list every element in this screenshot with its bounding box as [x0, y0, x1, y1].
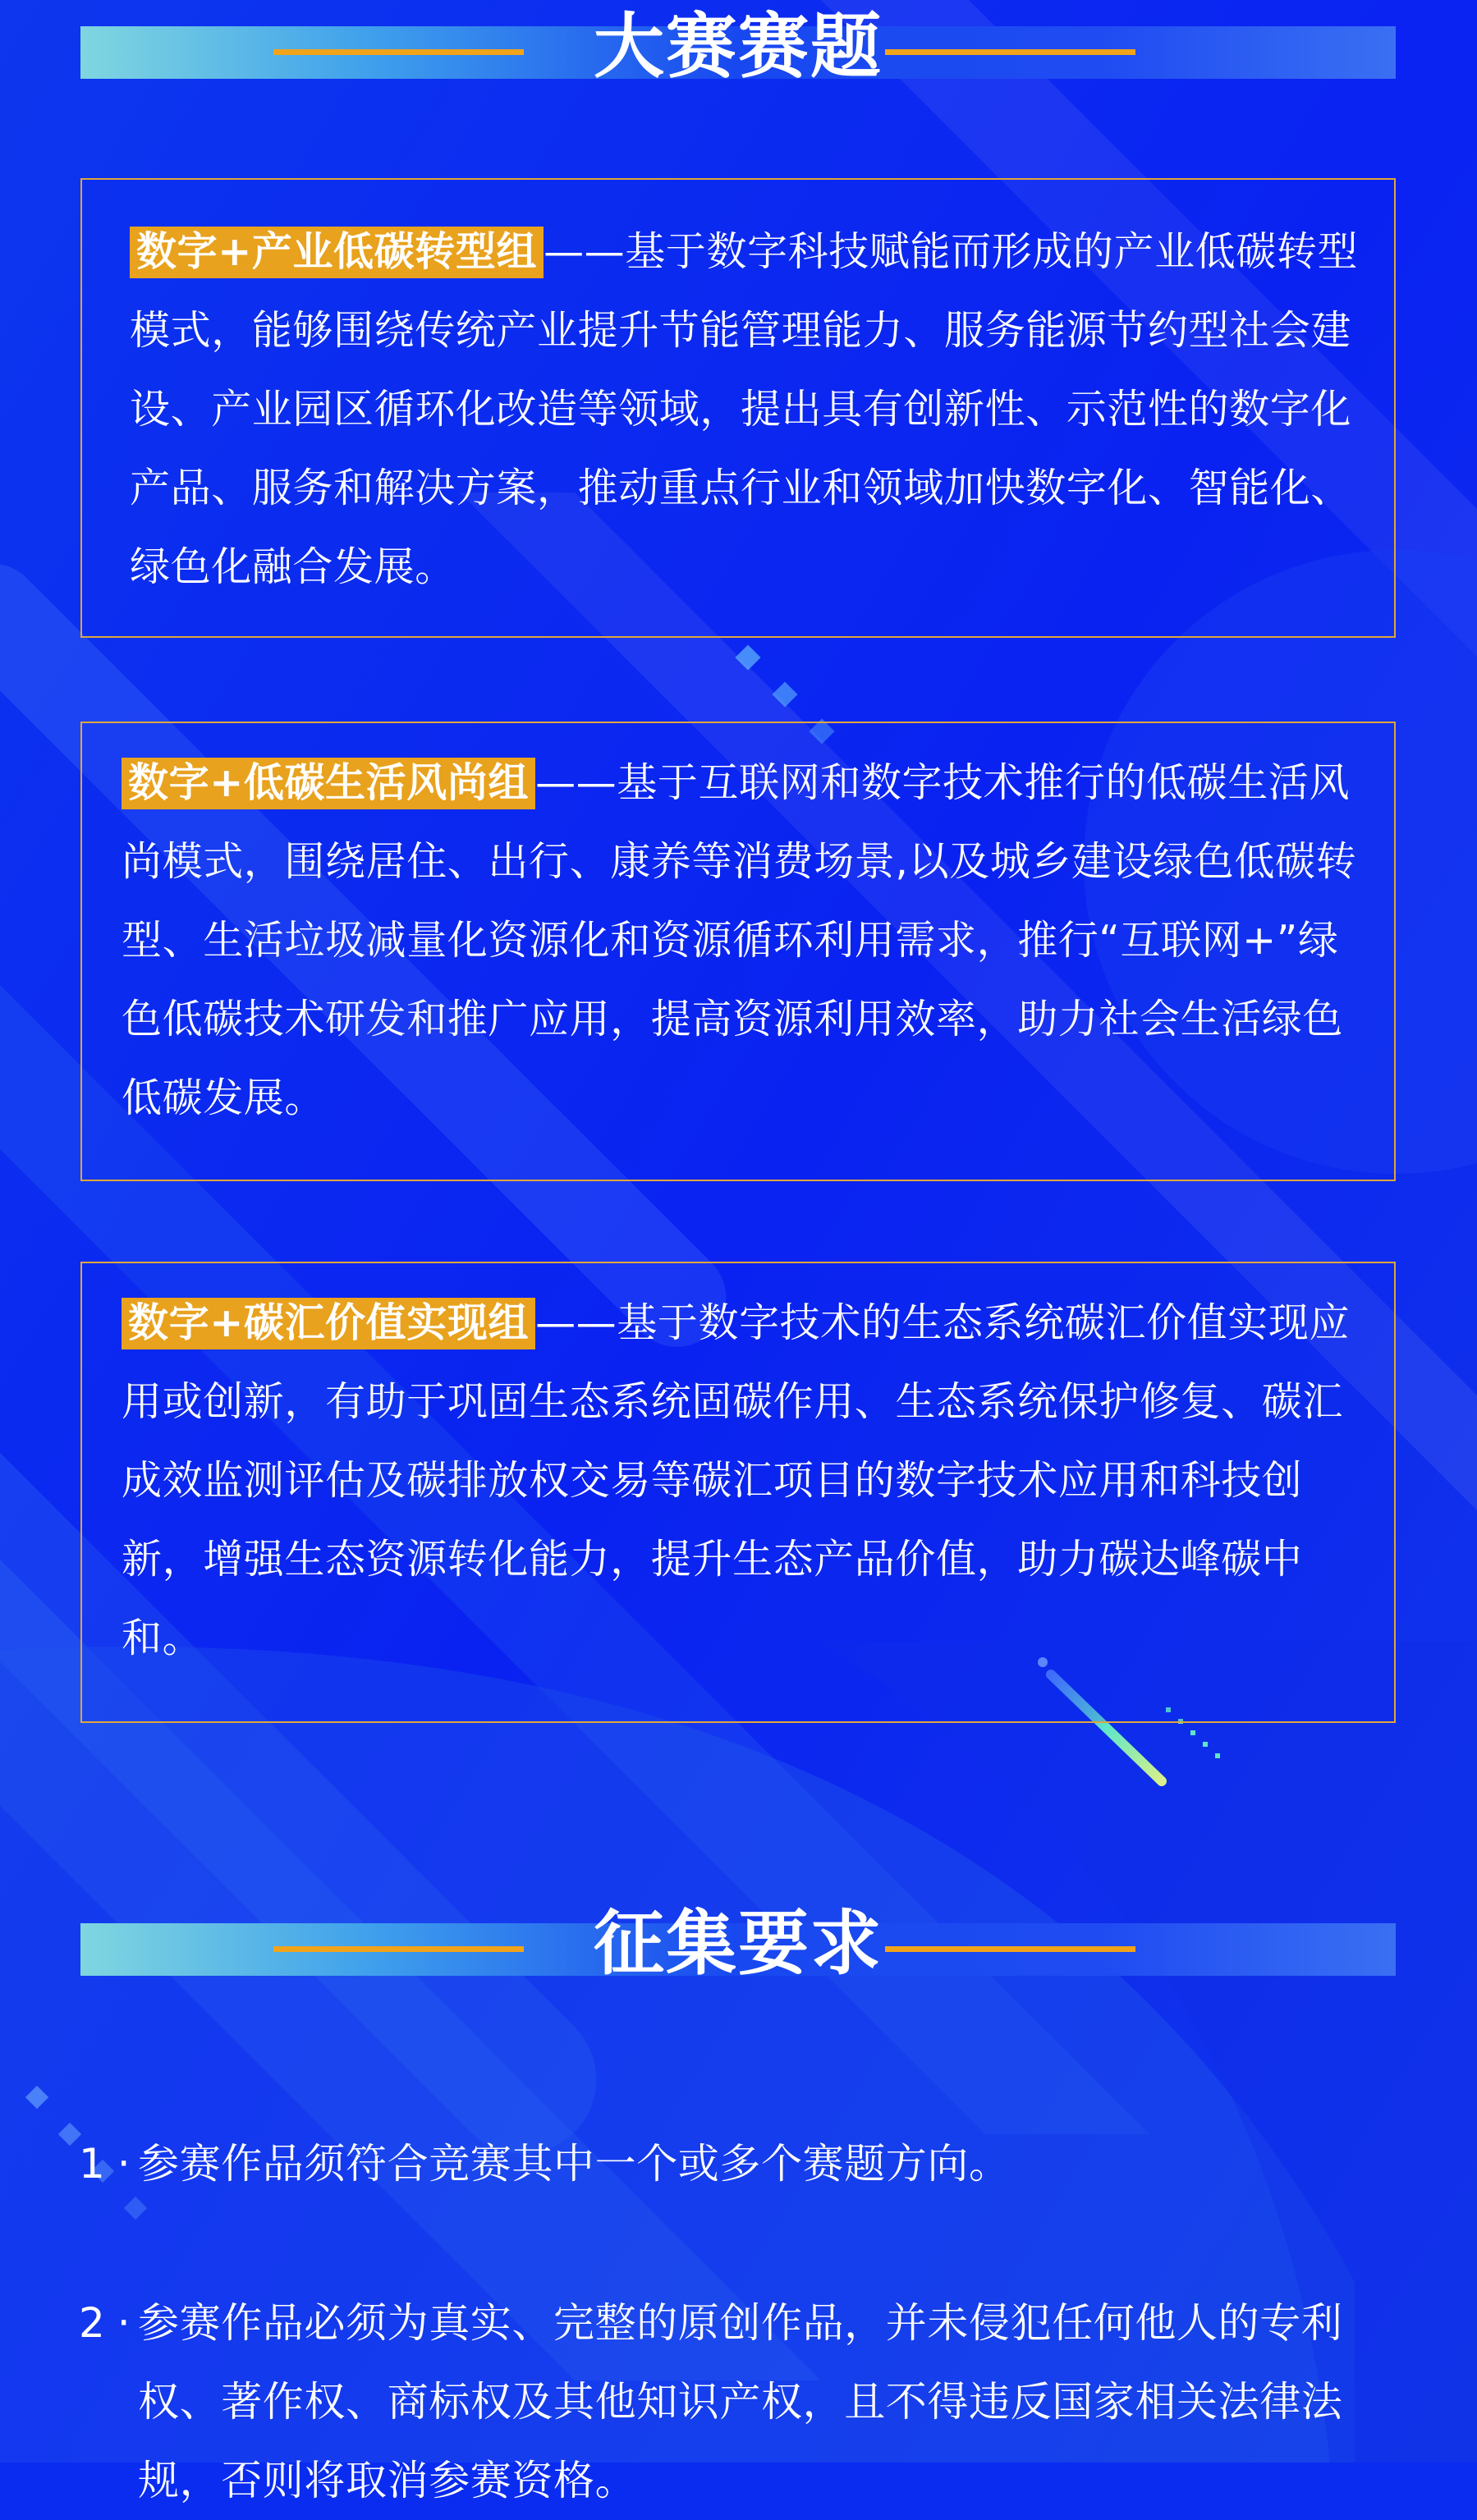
requirement-number: 2: [79, 2299, 106, 2347]
section-title-requirements: [80, 1903, 1396, 1985]
topic-text: ——基于互联网和数字技术推行的低碳生活风尚模式，围绕居住、出行、康养等消费场景,以及城乡建设绿色低碳转型、生活垃圾减量化资源化和资源循环利用需求，推行“互联网+”绿色低碳技术研发和推广应用，提高资源利用效率，助力社会生活绿色低碳发展。: [122, 759, 1357, 1121]
section-heading: 征集要求: [594, 1903, 883, 1985]
topic-text: ——基于数字科技赋能而形成的产业低碳转型模式，能够围绕传统产业提升节能管理能力、服务能源节约型社会建设、产业园区循环化改造等领域，提出具有创新性、示范性的数字化产品、服务和解决方案，推动重点行业和领域加快数字化、智能化、绿色化融合发展。: [130, 228, 1359, 590]
topic-text: ——基于数字技术的生态系统碳汇价值实现应用或创新，有助于巩固生态系统固碳作用、生态系统保护修复、碳汇成效监测评估及碳排放权交易等碳汇项目的数字技术应用和科技创新，增强生态资源转化能力，提升生态产品价值，助力碳达峰碳中和。: [122, 1299, 1351, 1661]
requirement-item: [79, 2124, 1392, 2203]
topic-heading: 数字+产业低碳转型组: [130, 227, 544, 278]
requirement-separator: ·: [117, 2299, 131, 2347]
section-title-topics: [80, 6, 1396, 88]
section-heading: 大赛赛题: [594, 6, 883, 88]
topic-body: [122, 744, 1366, 1138]
topic-card: [80, 178, 1396, 638]
topic-body: [130, 213, 1366, 607]
requirement-item: [79, 2284, 1392, 2520]
topic-heading: 数字+低碳生活风尚组: [122, 758, 535, 809]
requirement-text: 参赛作品必须为真实、完整的原创作品，并未侵犯任何他人的专利权、著作权、商标权及其他知识产权，且不得违反国家相关法律法规，否则将取消参赛资格。: [138, 2299, 1343, 2504]
topic-card: [80, 722, 1396, 1181]
topic-heading: 数字+碳汇价值实现组: [122, 1298, 535, 1349]
requirement-number: 1: [79, 2140, 106, 2188]
requirement-separator: ·: [117, 2140, 131, 2188]
topic-body: [122, 1284, 1366, 1678]
requirement-text: 参赛作品须符合竞赛其中一个或多个赛题方向。: [138, 2140, 1011, 2188]
topic-card: [80, 1262, 1396, 1723]
